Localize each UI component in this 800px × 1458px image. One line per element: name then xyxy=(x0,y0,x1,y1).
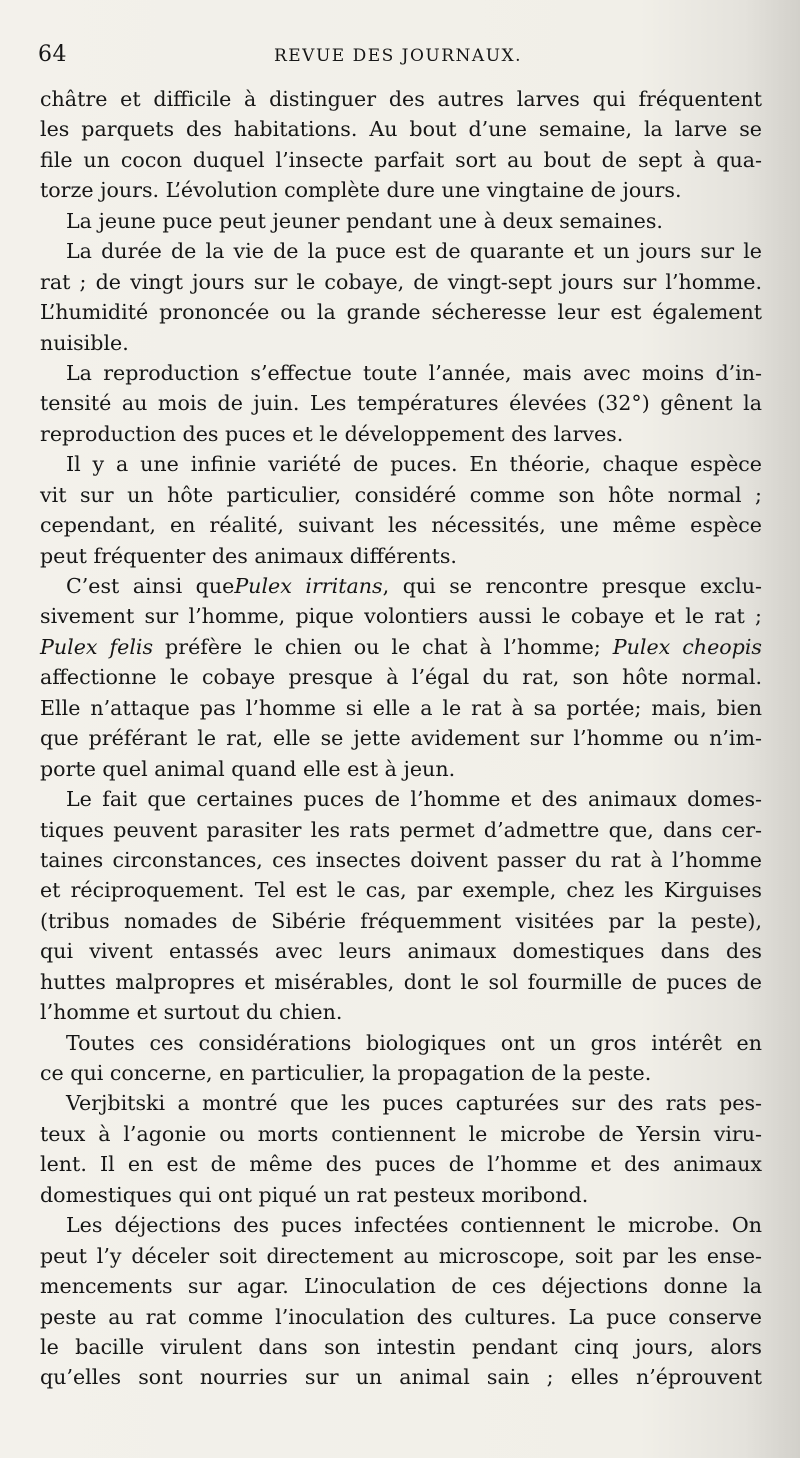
text-run: mencements sur agar. L’inoculation de ces déjections donne la xyxy=(40,1274,762,1299)
text-run: tiques peuvent parasiter les rats permet d’admettre que, dans cer- xyxy=(40,817,762,842)
text-run: les parquets des habitations. Au bout d’une semaine, la larve se xyxy=(40,117,762,142)
text-line xyxy=(40,419,762,449)
text-run: file un cocon duquel l’insecte parfait sort au bout de sept à qua- xyxy=(40,147,762,172)
text-run: rat ; de vingt jours sur le cobaye, de vingt-sept jours sur l’homme. xyxy=(40,269,762,294)
text-line xyxy=(40,1088,762,1118)
text-run: Il y a une infinie variété de puces. En théorie, chaque espèce xyxy=(66,452,762,477)
text-run: reproduction des puces et le développement des larves. xyxy=(40,421,624,446)
text-run: peut fréquenter des animaux différents. xyxy=(40,543,457,568)
text-run: La reproduction s’effectue toute l’année, mais avec moins d’in- xyxy=(66,360,762,385)
body-text xyxy=(40,84,762,1393)
text-line xyxy=(40,662,762,692)
text-run: porte quel animal quand elle est à jeun. xyxy=(40,756,456,781)
text-run: (tribus nomades de Sibérie fréquemment visitées par la peste), xyxy=(40,908,762,933)
text-run: préfère le chien ou le chat à l’homme; xyxy=(153,634,613,659)
text-run: L’humidité prononcée ou la grande sécheresse leur est également xyxy=(40,300,762,325)
text-line xyxy=(40,1241,762,1271)
italic-species-name: Pulex irritans xyxy=(234,574,383,598)
text-run: le bacille virulent dans son intestin pendant cinq jours, alors xyxy=(40,1334,762,1359)
text-line xyxy=(40,875,762,905)
text-line xyxy=(40,145,762,175)
text-line xyxy=(40,601,762,631)
text-line xyxy=(40,388,762,418)
text-line xyxy=(40,1271,762,1301)
text-line xyxy=(40,175,762,205)
text-line xyxy=(40,632,762,662)
text-line xyxy=(40,815,762,845)
text-line xyxy=(40,297,762,327)
text-run: Toutes ces considérations biologiques ont un gros intérêt en xyxy=(66,1030,762,1055)
text-run: et réciproquement. Tel est le cas, par exemple, chez les Kirguises xyxy=(40,878,762,903)
text-run: tensité au mois de juin. Les températures élevées (32°) gênent la xyxy=(40,391,762,416)
text-run: ce qui concerne, en particulier, la propagation de la peste. xyxy=(40,1061,652,1085)
text-run: C’est ainsi que xyxy=(66,574,235,598)
text-run: taines circonstances, ces insectes doivent passer du rat à l’homme xyxy=(40,847,762,872)
text-line xyxy=(40,906,762,936)
text-run: domestiques qui ont piqué un rat pesteux moribond. xyxy=(40,1182,589,1207)
text-run: qui vivent entassés avec leurs animaux domestiques dans des xyxy=(40,939,762,964)
text-line xyxy=(40,784,762,814)
text-run: cependant, en réalité, suivant les nécessités, une même espèce xyxy=(40,513,762,538)
text-run: peste au rat comme l’inoculation des cultures. La puce conserve xyxy=(40,1304,762,1329)
text-line xyxy=(40,1362,762,1392)
text-line xyxy=(40,1149,762,1179)
text-run: Les déjections des puces infectées contiennent le microbe. On xyxy=(66,1213,762,1238)
text-run: affectionne le cobaye presque à l’égal du rat, son hôte normal. xyxy=(40,665,762,690)
page-number: 64 xyxy=(38,42,67,67)
text-run: que préférant le rat, elle se jette avidement sur l’homme ou n’im- xyxy=(40,726,762,751)
text-line xyxy=(40,845,762,875)
text-line xyxy=(40,1119,762,1149)
italic-species-name: Pulex felis xyxy=(40,634,154,659)
text-line xyxy=(40,754,762,784)
text-run: sivement sur l’homme, pique volontiers aussi le cobaye et le rat ; xyxy=(40,604,762,629)
text-line xyxy=(40,1302,762,1332)
text-run: torze jours. L’évolution complète dure une vingtaine de jours. xyxy=(40,178,682,203)
text-run: vit sur un hôte particulier, considéré comme son hôte normal ; xyxy=(40,482,762,507)
text-run: châtre et difficile à distinguer des autres larves qui fréquentent xyxy=(40,87,762,111)
text-run: l’homme et surtout du chien. xyxy=(40,1000,343,1025)
page-header xyxy=(38,42,758,74)
text-line xyxy=(40,480,762,510)
text-line xyxy=(40,1028,762,1058)
text-run: Verjbitski a montré que les puces capturées sur des rats pes- xyxy=(66,1091,762,1116)
text-line xyxy=(40,693,762,723)
text-run: Elle n’attaque pas l’homme si elle a le rat à sa portée; mais, bien xyxy=(40,695,762,720)
text-run: huttes malpropres et misérables, dont le sol fourmille de puces de xyxy=(40,969,762,994)
text-line xyxy=(40,449,762,479)
text-run: lent. Il en est de même des puces de l’homme et des animaux xyxy=(40,1152,762,1177)
text-line xyxy=(40,358,762,388)
text-line xyxy=(40,1210,762,1240)
running-title: REVUE DES JOURNAUX. xyxy=(273,46,523,66)
text-line xyxy=(40,1332,762,1362)
text-line xyxy=(40,997,762,1027)
text-line xyxy=(40,206,762,236)
italic-species-name: Pulex cheopis xyxy=(612,634,762,659)
text-line xyxy=(40,541,762,571)
text-run: , qui se rencontre presque exclu- xyxy=(382,574,762,598)
text-run: Le fait que certaines puces de l’homme et des animaux domes- xyxy=(66,787,762,812)
text-line xyxy=(40,1058,762,1088)
text-line xyxy=(40,1180,762,1210)
text-line xyxy=(40,236,762,266)
text-line xyxy=(40,328,762,358)
text-run: La jeune puce peut jeuner pendant une à deux semaines. xyxy=(66,208,663,233)
text-line xyxy=(40,571,762,601)
text-run: qu’elles sont nourries sur un animal sain ; elles n’éprouvent xyxy=(40,1365,762,1390)
text-line xyxy=(40,114,762,144)
text-line xyxy=(40,967,762,997)
text-line xyxy=(40,723,762,753)
text-run: peut l’y déceler soit directement au microscope, soit par les ense- xyxy=(40,1243,762,1268)
text-run: nuisible. xyxy=(40,330,129,355)
text-line xyxy=(40,84,762,114)
text-line xyxy=(40,267,762,297)
text-run: teux à l’agonie ou morts contiennent le microbe de Yersin viru- xyxy=(40,1121,762,1146)
text-line xyxy=(40,936,762,966)
text-line xyxy=(40,510,762,540)
text-run: La durée de la vie de la puce est de quarante et un jours sur le xyxy=(66,239,762,264)
